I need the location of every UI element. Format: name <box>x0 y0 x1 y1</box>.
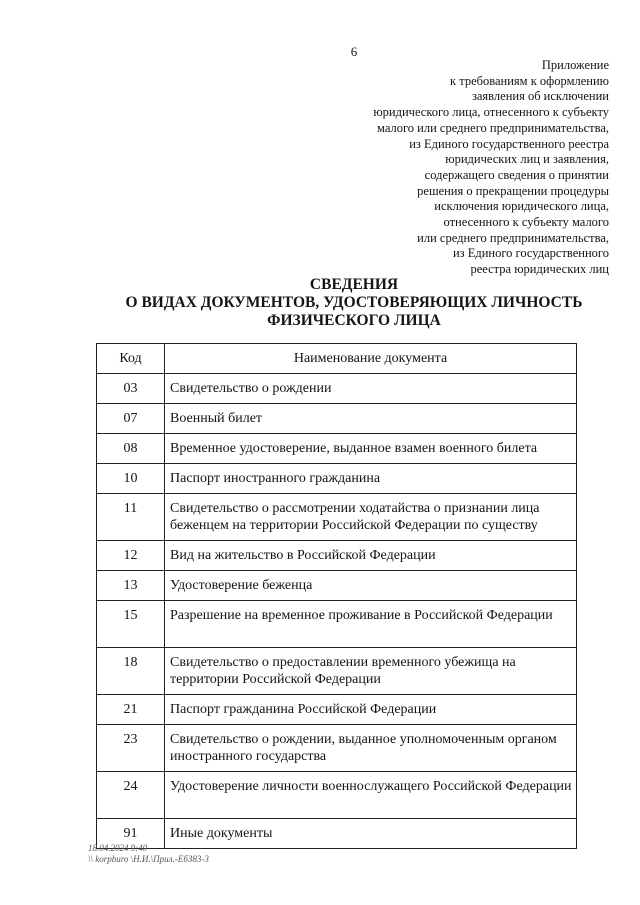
appendix-line: из Единого государственного <box>452 246 609 261</box>
row-name: Военный билет <box>165 404 577 434</box>
table-row <box>97 695 577 725</box>
row-name: Свидетельство о рождении, выданное уполномоченным органом иностранного государства <box>165 725 577 772</box>
row-code: 91 <box>97 819 165 849</box>
appendix-line: решения о прекращении процедуры <box>417 183 609 198</box>
row-name: Разрешение на временное проживание в Российской Федерации <box>165 601 577 648</box>
page-number: 6 <box>350 44 358 59</box>
row-name: Паспорт иностранного гражданина <box>165 464 577 494</box>
header-name: Наименование документа <box>165 344 577 374</box>
appendix-line: к требованиям к оформлению <box>450 73 609 88</box>
title-line: ФИЗИЧЕСКОГО ЛИЦА <box>267 312 441 329</box>
table-row <box>97 494 577 541</box>
appendix-line: юридического лица, отнесенного к субъекту <box>373 105 609 120</box>
row-code: 24 <box>97 772 165 819</box>
table-header-row <box>97 344 577 374</box>
table-row <box>97 541 577 571</box>
footer-file-path: \\ korpburo \Н.И.\Прил.-ЕбЗ83-3 <box>88 854 209 864</box>
table-row <box>97 648 577 695</box>
table-row <box>97 434 577 464</box>
document-types-table <box>96 343 577 849</box>
appendix-header <box>309 58 609 278</box>
row-code: 11 <box>97 494 165 541</box>
row-name: Свидетельство о рождении <box>165 374 577 404</box>
appendix-line: реестра юридических лиц <box>470 262 609 277</box>
row-code: 07 <box>97 404 165 434</box>
table-row <box>97 464 577 494</box>
row-name: Свидетельство о рассмотрении ходатайства о признании лица беженцем на территории Российской Федерации по существу <box>165 494 577 541</box>
table-row <box>97 601 577 648</box>
appendix-line: или среднего предпринимательства, <box>417 230 609 245</box>
row-name: Удостоверение беженца <box>165 571 577 601</box>
table-row <box>97 404 577 434</box>
row-code: 08 <box>97 434 165 464</box>
footer-timestamp: 18.04.2024 9:40 <box>88 843 148 853</box>
row-name: Удостоверение личности военнослужащего Российской Федерации <box>165 772 577 819</box>
row-code: 12 <box>97 541 165 571</box>
appendix-line: отнесенного к субъекту малого <box>443 215 609 230</box>
row-code: 03 <box>97 374 165 404</box>
row-code: 18 <box>97 648 165 695</box>
row-name: Иные документы <box>165 819 577 849</box>
row-name: Вид на жительство в Российской Федерации <box>165 541 577 571</box>
document-footer <box>88 843 209 865</box>
table-row <box>97 374 577 404</box>
table-row <box>97 772 577 819</box>
header-code: Код <box>97 344 165 374</box>
appendix-line: Приложение <box>541 58 609 72</box>
appendix-line: исключения юридического лица, <box>434 199 609 214</box>
row-code: 23 <box>97 725 165 772</box>
title-line: СВЕДЕНИЯ <box>309 276 399 293</box>
table-row <box>97 571 577 601</box>
appendix-line: малого или среднего предпринимательства, <box>377 120 609 135</box>
row-code: 15 <box>97 601 165 648</box>
row-code: 13 <box>97 571 165 601</box>
row-name: Паспорт гражданина Российской Федерации <box>165 695 577 725</box>
row-name: Временное удостоверение, выданное взамен военного билета <box>165 434 577 464</box>
appendix-line: из Единого государственного реестра <box>409 136 609 151</box>
table-row <box>97 725 577 772</box>
document-title <box>0 276 640 330</box>
row-name: Свидетельство о предоставлении временного убежища на территории Российской Федерации <box>165 648 577 695</box>
title-line: О ВИДАХ ДОКУМЕНТОВ, УДОСТОВЕРЯЮЩИХ ЛИЧНОСТЬ <box>125 294 583 311</box>
appendix-line: содержащего сведения о принятии <box>424 167 609 182</box>
row-code: 10 <box>97 464 165 494</box>
appendix-line: юридических лиц и заявления, <box>445 152 609 167</box>
row-code: 21 <box>97 695 165 725</box>
appendix-line: заявления об исключении <box>471 89 609 104</box>
